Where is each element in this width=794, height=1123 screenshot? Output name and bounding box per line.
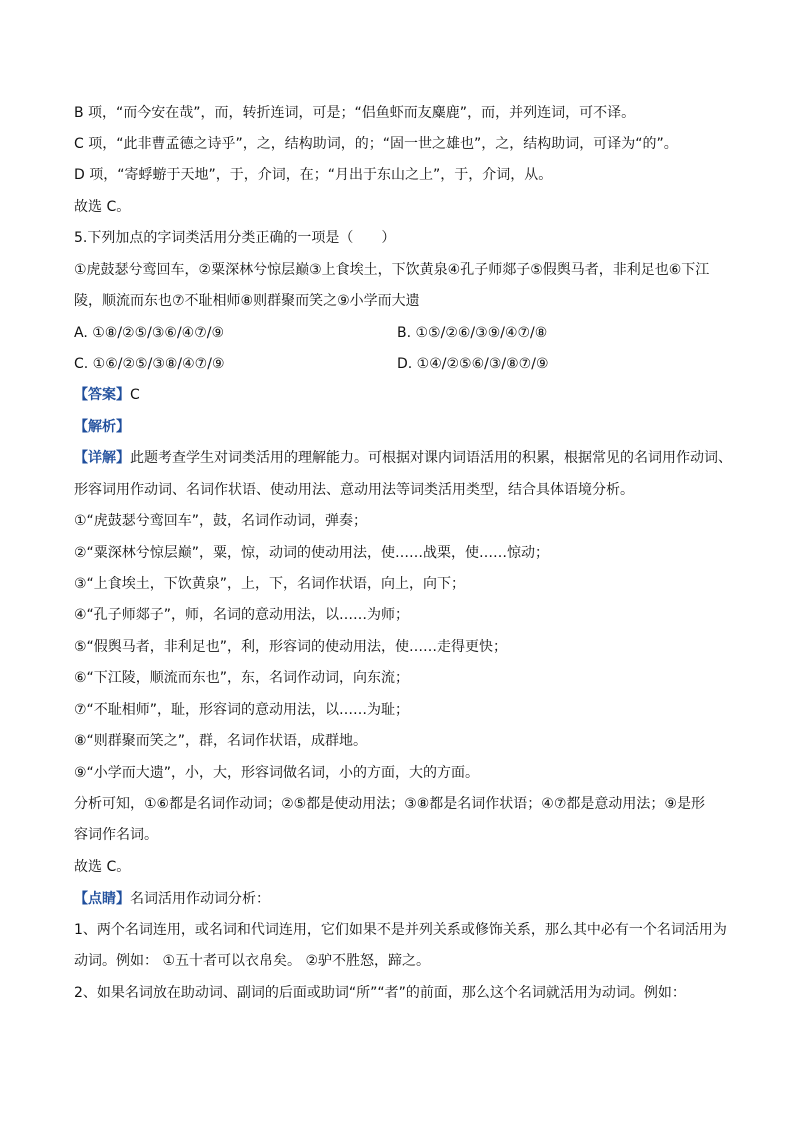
analysis-item: ⑥“下江陵，顺流而东也”，东，名词作动词，向东流；	[74, 670, 410, 686]
analysis-item: ②“粟深林兮惊层巅”，粟，惊，动词的使动用法，使……战栗，使……惊动；	[74, 545, 550, 561]
text-line: D 项，“寄蜉蝣于天地”，于，介词，在；“月出于东山之上”，于，介词，从。	[74, 167, 553, 183]
detail-label: 【详解】	[74, 450, 130, 466]
answer-line	[74, 386, 724, 404]
summary-line: 分析可知，①⑥都是名词作动词；②⑤都是使动用法；③⑧都是名词作状语；④⑦都是意动用法；⑨是形	[74, 796, 705, 812]
option-a: A. ①⑧/②⑤/③⑥/④⑦/⑨	[74, 325, 225, 341]
analysis-item: ⑦“不耻相师”，耻，形容词的意动用法，以……为耻；	[74, 702, 410, 718]
option-c: C. ①⑥/②⑤/③⑧/④⑦/⑨	[74, 356, 225, 372]
summary-line: 容词作名词。	[74, 827, 158, 843]
rule-line: 2、如果名词放在助动词、副词的后面或助词“所”“者”的前面，那么这个名词就活用为动词。例如：	[74, 985, 686, 1001]
option-b: B. ①⑤/②⑥/③⑨/④⑦/⑧	[397, 325, 548, 341]
analysis-item: ⑧“则群聚而笑之”，群，名词作状语，成群地。	[74, 733, 368, 749]
option-d: D. ①④/②⑤⑥/③/⑧⑦/⑨	[397, 356, 549, 372]
analysis-item: ①“虎鼓瑟兮鸾回车”，鼓，名词作动词，弹奏；	[74, 513, 368, 529]
text-line: B 项，“而今安在哉”，而，转折连词，可是；“侣鱼虾而友麋鹿”，而，并列连词，可不译。	[74, 105, 636, 121]
rule-line: 1、两个名词连用，或名词和代词连用，它们如果不是并列关系或修饰关系，那么其中必有一个名词活用为	[74, 922, 727, 938]
note-line: 【点睛】名词活用作动词分析：	[74, 891, 270, 907]
analysis-item: ③“上食埃土，下饮黄泉”，上，下，名词作状语，向上，向下；	[74, 576, 466, 592]
question-title: 5.下列加点的字词类活用分类正确的一项是（ ）	[74, 230, 396, 246]
answer-label: 【答案】	[74, 387, 130, 403]
analysis-item: ⑤“假舆马者，非利足也”，利，形容词的使动用法，使……走得更快；	[74, 639, 508, 655]
analysis-item: ④“孔子师郯子”，师，名词的意动用法，以……为师；	[74, 607, 410, 623]
conclusion-line: 故选 C。	[74, 859, 131, 875]
rule-line: 动词。例如： ①五十者可以衣帛矣。 ②驴不胜怒，蹄之。	[74, 953, 431, 969]
note-label: 【点睛】	[74, 891, 130, 907]
text-line: 形容词用作动词、名词作状语、使动用法、意动用法等词类活用类型，结合具体语境分析。	[74, 482, 634, 498]
answer-value: C	[130, 387, 140, 403]
analysis-item: ⑨“小学而大遗”，小，大，形容词做名词，小的方面，大的方面。	[74, 765, 480, 781]
text-line: 故选 C。	[74, 199, 131, 215]
question-text: 陵，顺流而东也⑦不耻相师⑧则群聚而笑之⑨小学而大遗	[74, 293, 420, 309]
detail-line: 【详解】此题考查学生对词类活用的理解能力。可根据对课内词语活用的积累，根据常见的名词用作动词、	[74, 450, 732, 466]
analysis-label: 【解析】	[74, 419, 130, 435]
question-text: ①虎鼓瑟兮鸾回车，②粟深林兮惊层巅③上食埃土，下饮黄泉④孔子师郯子⑤假舆马者，非利足也⑥下江	[74, 262, 710, 278]
text-line: C 项，“此非曹孟德之诗乎”，之，结构助词，的；“固一世之雄也”，之，结构助词，可译为“的”。	[74, 136, 678, 152]
